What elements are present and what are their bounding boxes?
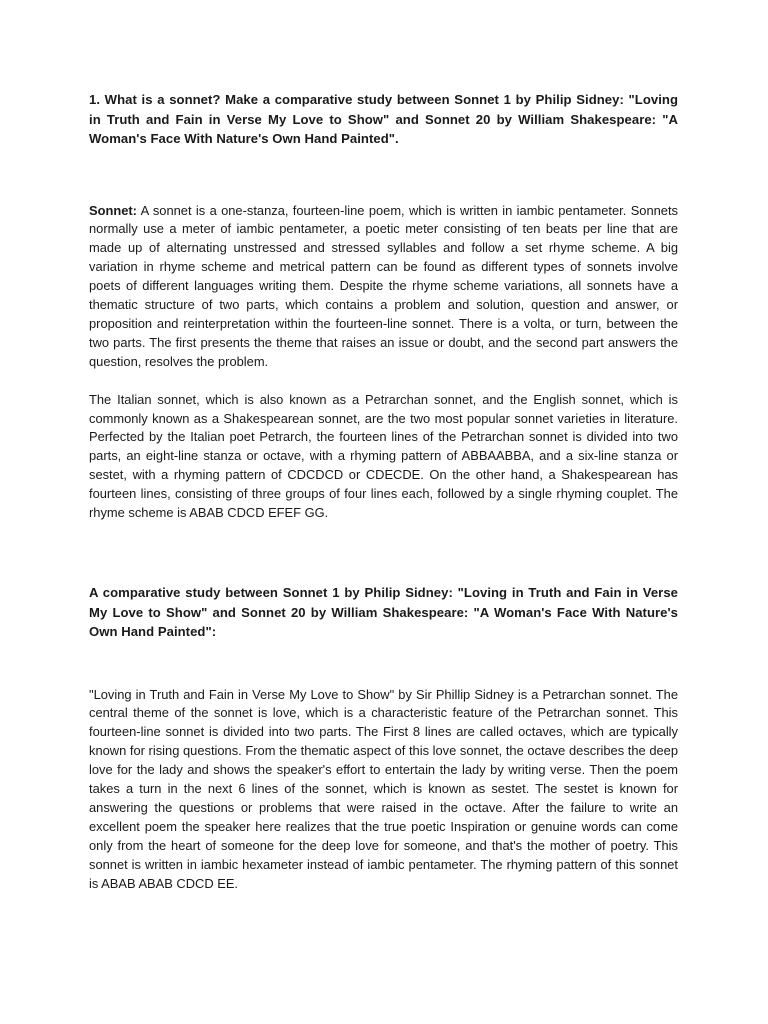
document-page [89, 90, 678, 893]
sonnet-definition-lead: Sonnet: [89, 202, 137, 218]
comparative-heading: A comparative study between Sonnet 1 by Philip Sidney: "Loving in Truth and Fain in Verse My Love to Show" and Sonnet 20 by William Shakespeare: "A Woman's Face With Nature's Own Hand Painted": [89, 585, 678, 639]
sonnet-definition-text: A sonnet is a one-stanza, fourteen-line poem, which is written in iambic pentameter. Sonnets normally use a meter of iambic pentameter, a poetic meter consisting of ten beats per line that are made up of alternating unstressed and stressed syllables and follow a set rhyme scheme. A big variation in rhyme scheme and metrical pattern can be found as different types of sonnets involve poets of different languages writing them. Despite the rhyme scheme variations, all sonnets have a thematic structure of two parts, which contains a problem and solution, question and answer, or proposition and reinterpretation within the fourteen-line sonnet. There is a volta, or turn, between the two parts. The first presents the theme that raises an issue or doubt, and the second part answers the question, resolves the problem. [89, 202, 678, 369]
sonnet-definition-paragraph [89, 202, 678, 372]
sonnet-types-paragraph: The Italian sonnet, which is also known as a Petrarchan sonnet, and the English sonnet, which is commonly known as a Shakespearean sonnet, are the two most popular sonnet varieties in literature. Perfected by the Italian poet Petrarch, the fourteen lines of the Petrarchan sonnet is divided into two parts, an eight-line stanza or octave, with a rhyming pattern of ABBAABBA, and a six-line stanza or sestet, with a rhyming pattern of CDCDCD or CDECDE. On the other hand, a Shakespearean has fourteen lines, consisting of three groups of four lines each, followed by a single rhyming couplet. The rhyme scheme is ABAB CDCD EFEF GG. [89, 391, 678, 521]
question-heading: 1. What is a sonnet? Make a comparative study between Sonnet 1 by Philip Sidney: "Loving in Truth and Fain in Verse My Love to Show" and Sonnet 20 by William Shakespeare: "A Woman's Face With Nature's Own Hand Painted". [89, 92, 678, 146]
sidney-analysis-paragraph: "Loving in Truth and Fain in Verse My Love to Show" by Sir Phillip Sidney is a Petrarchan sonnet. The central theme of the sonnet is love, which is a characteristic feature of the Petrarchan sonnet. This fourteen-line sonnet is divided into two parts. The First 8 lines are called octaves, which are typically known for rising questions. From the thematic aspect of this love sonnet, the octave describes the deep love for the lady and shows the speaker's effort to entertain the lady by writing verse. Then the poem takes a turn in the next 6 lines of the sonnet, which is known as sestet. The sestet is known for answering the questions or problems that were raised in the octave. After the failure to write an excellent poem the speaker here realizes that the true poetic Inspiration or genuine words can come only from the heart of someone for the deep love for someone, and that's the mother of poetry. This sonnet is written in iambic hexameter instead of iambic pentameter. The rhyming pattern of this sonnet is ABAB ABAB CDCD EE. [89, 686, 678, 891]
